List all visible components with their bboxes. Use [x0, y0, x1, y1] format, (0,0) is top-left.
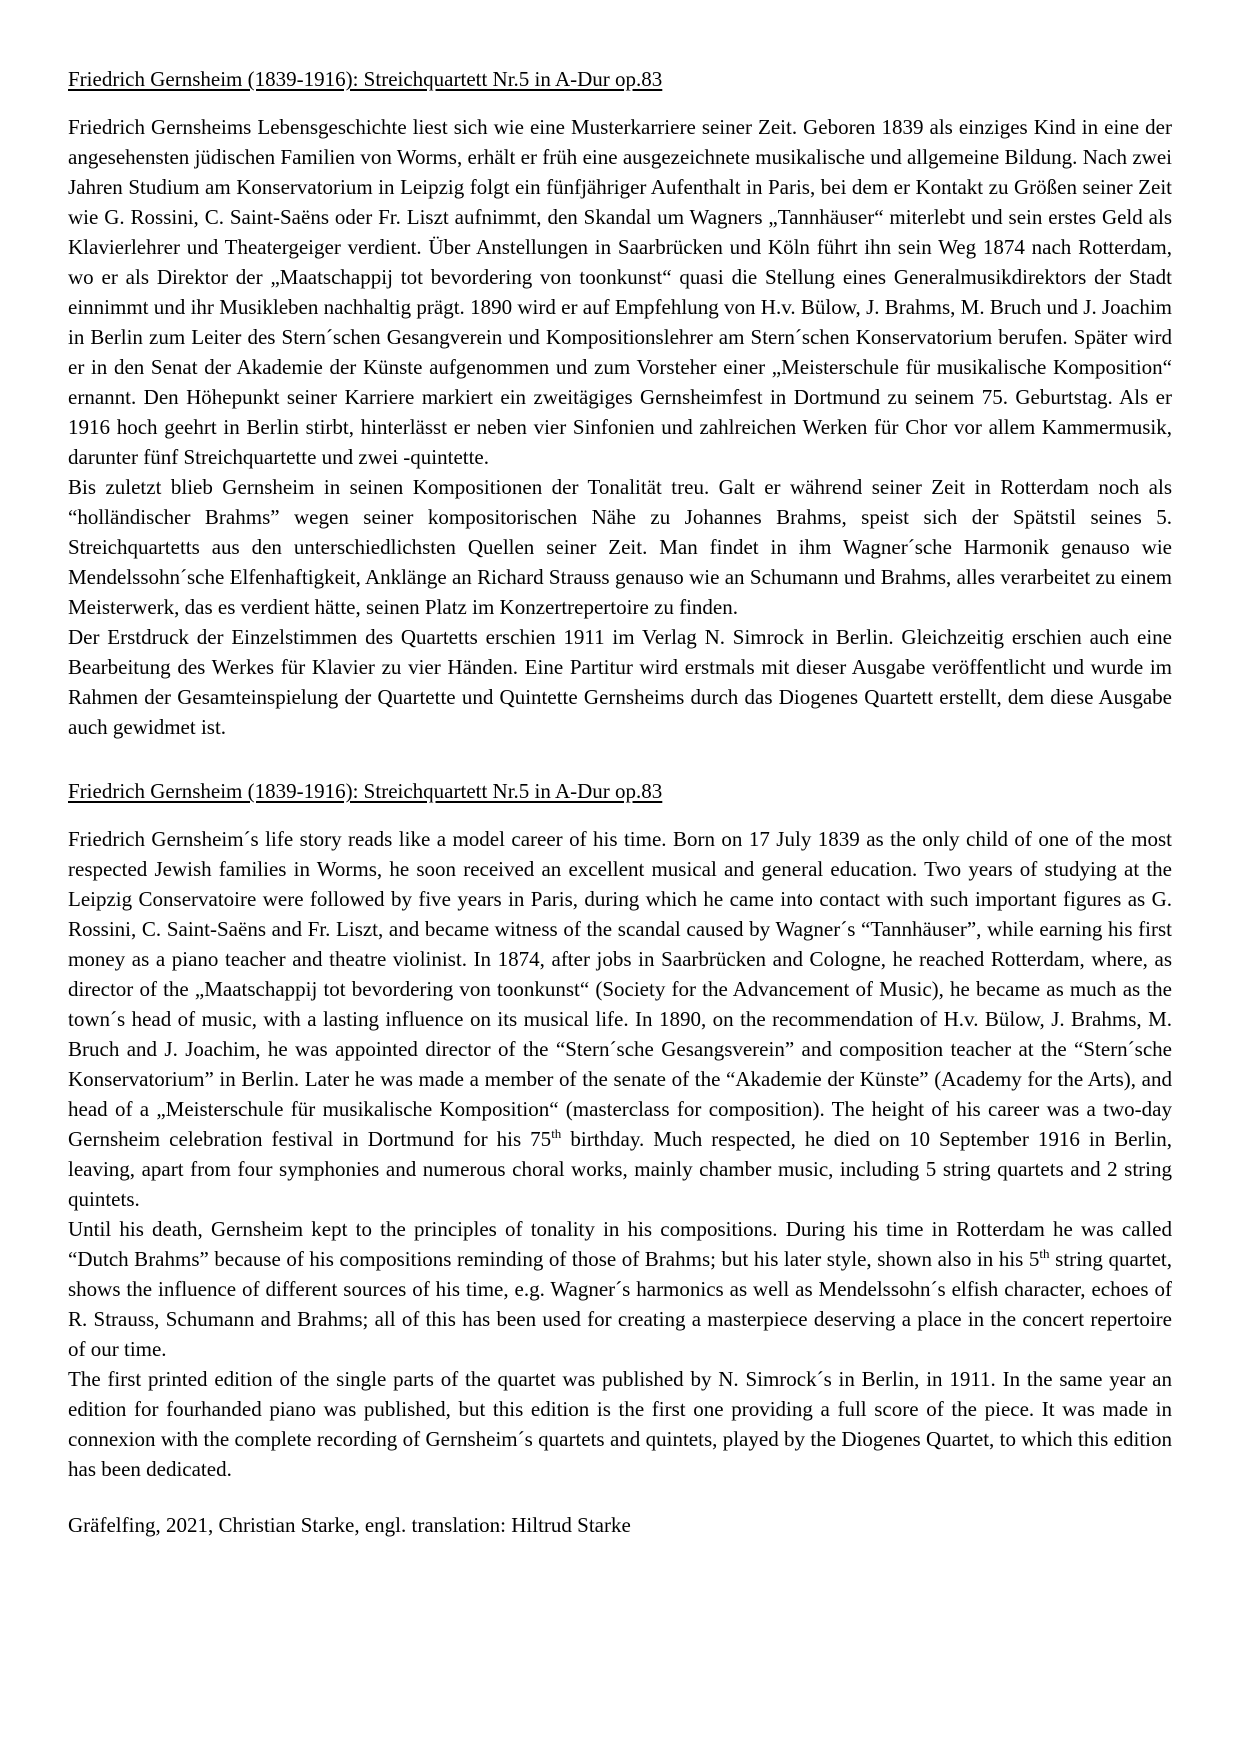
german-heading: Friedrich Gernsheim (1839-1916): Streichquartett Nr.5 in A-Dur op.83 — [68, 67, 663, 91]
german-paragraph-biography: Friedrich Gernsheims Lebensgeschichte liest sich wie eine Musterkarriere seiner Zeit. Geboren 1839 als einziges Kind in eine der angesehensten jüdischen Familien von Worms, erhält er früh eine ausgezeichnete musikalische und allgemeine Bildung. Nach zwei Jahren Studium am Konservatorium in Leipzig folgt ein fünfjähriger Aufenthalt in Paris, bei dem er Kontakt zu Größen seiner Zeit wie G. Rossini, C. Saint-Saëns oder Fr. Liszt aufnimmt, den Skandal um Wagners „Tannhäuser“ miterlebt und sein erstes Geld als Klavierlehrer und Theatergeiger verdient. Über Anstellungen in Saarbrücken und Köln führt ihn sein Weg 1874 nach Rotterdam, wo er als Direktor der „Maatschappij tot bevordering von toonkunst“ quasi die Stellung eines Generalmusikdirektors der Stadt einnimmt und ihr Musikleben nachhaltig prägt. 1890 wird er auf Empfehlung von H.v. Bülow, J. Brahms, M. Bruch und J. Joachim in Berlin zum Leiter des Stern´schen Gesangverein und Kompositionslehrer am Stern´schen Konservatorium berufen. Später wird er in den Senat der Akademie der Künste aufgenommen und zum Vorsteher einer „Meisterschule für musikalische Komposition“ ernannt. Den Höhepunkt seiner Karriere markiert ein zweitägiges Gernsheimfest in Dortmund zu seinem 75. Geburtstag. Als er 1916 hoch geehrt in Berlin stirbt, hinterlässt er neben vier Sinfonien und zahlreichen Werken für Chor vor allem Kammermusik, darunter fünf Streichquartette und zwei -quintette. — [68, 115, 1172, 469]
credit-line: Gräfelfing, 2021, Christian Starke, engl. translation: Hiltrud Starke — [68, 1513, 631, 1537]
english-paragraph-edition: The first printed edition of the single parts of the quartet was published by N. Simrock´s in Berlin, in 1911. In the same year an edition for fourhanded piano was published, but this edition is the first one providing a full score of the piece. It was made in connexion with the complete recording of Gernsheim´s quartets and quintets, played by the Diogenes Quartet, to which this edition has been dedicated. — [68, 1367, 1172, 1481]
german-paragraph-edition: Der Erstdruck der Einzelstimmen des Quartetts erschien 1911 im Verlag N. Simrock in Berlin. Gleichzeitig erschien auch eine Bearbeitung des Werkes für Klavier zu vier Händen. Eine Partitur wird erstmals mit dieser Ausgabe veröffentlicht und wurde im Rahmen der Gesamteinspielung der Quartette und Quintette Gernsheims durch das Diogenes Quartett erstellt, dem diese Ausgabe auch gewidmet ist. — [68, 625, 1172, 739]
english-paragraph-biography: Friedrich Gernsheim´s life story reads like a model career of his time. Born on 17 July 1839 as the only child of one of the most respected Jewish families in Worms, he soon received an excellent musical and general education. Two years of studying at the Leipzig Conservatoire were followed by five years in Paris, during which he came into contact with such important figures as G. Rossini, C. Saint-Saëns and Fr. Liszt, and became witness of the scandal caused by Wagner´s “Tannhäuser”, while earning his first money as a piano teacher and theatre violinist. In 1874, after jobs in Saarbrücken and Cologne, he reached Rotterdam, where, as director of the „Maatschappij tot bevordering von toonkunst“ (Society for the Advancement of Music), he became as much as the town´s head of music, with a lasting influence on its musical life. In 1890, on the recommendation of H.v. Bülow, J. Brahms, M. Bruch and J. Joachim, he was appointed director of the “Stern´sche Gesangsverein” and composition teacher at the “Stern´sche Konservatorium” in Berlin. Later he was made a member of the senate of the “Akademie der Künste” (Academy for the Arts), and head of a „Meisterschule für musikalische Komposition“ (masterclass for composition). The height of his career was a two-day Gernsheim celebration festival in Dortmund for his 75th birthday. Much respected, he died on 10 September 1916 in Berlin, leaving, apart from four symphonies and numerous choral works, mainly chamber music, including 5 string quartets and 2 string quintets. — [68, 827, 1173, 1211]
english-heading: Friedrich Gernsheim (1839-1916): Streichquartett Nr.5 in A-Dur op.83 — [68, 779, 663, 803]
english-paragraph-style: Until his death, Gernsheim kept to the principles of tonality in his compositions. During his time in Rotterdam he was called “Dutch Brahms” because of his compositions reminding of those of Brahms; but his later style, shown also in his 5th string quartet, shows the influence of different sources of his time, e.g. Wagner´s harmonics as well as Mendelssohn´s elfish character, echoes of R. Strauss, Schumann and Brahms; all of this has been used for creating a masterpiece deserving a place in the concert repertoire of our time. — [68, 1217, 1173, 1361]
german-paragraph-style: Bis zuletzt blieb Gernsheim in seinen Kompositionen der Tonalität treu. Galt er während seiner Zeit in Rotterdam noch als “holländischer Brahms” wegen seiner kompositorischen Nähe zu Johannes Brahms, speist sich der Spätstil seines 5. Streichquartetts aus den unterschiedlichsten Quellen seiner Zeit. Man findet in ihm Wagner´sche Harmonik genauso wie Mendelssohn´sche Elfenhaftigkeit, Anklänge an Richard Strauss genauso wie an Schumann und Brahms, alles verarbeitet zu einem Meisterwerk, das es verdient hätte, seinen Platz im Konzertrepertoire zu finden. — [68, 475, 1172, 619]
